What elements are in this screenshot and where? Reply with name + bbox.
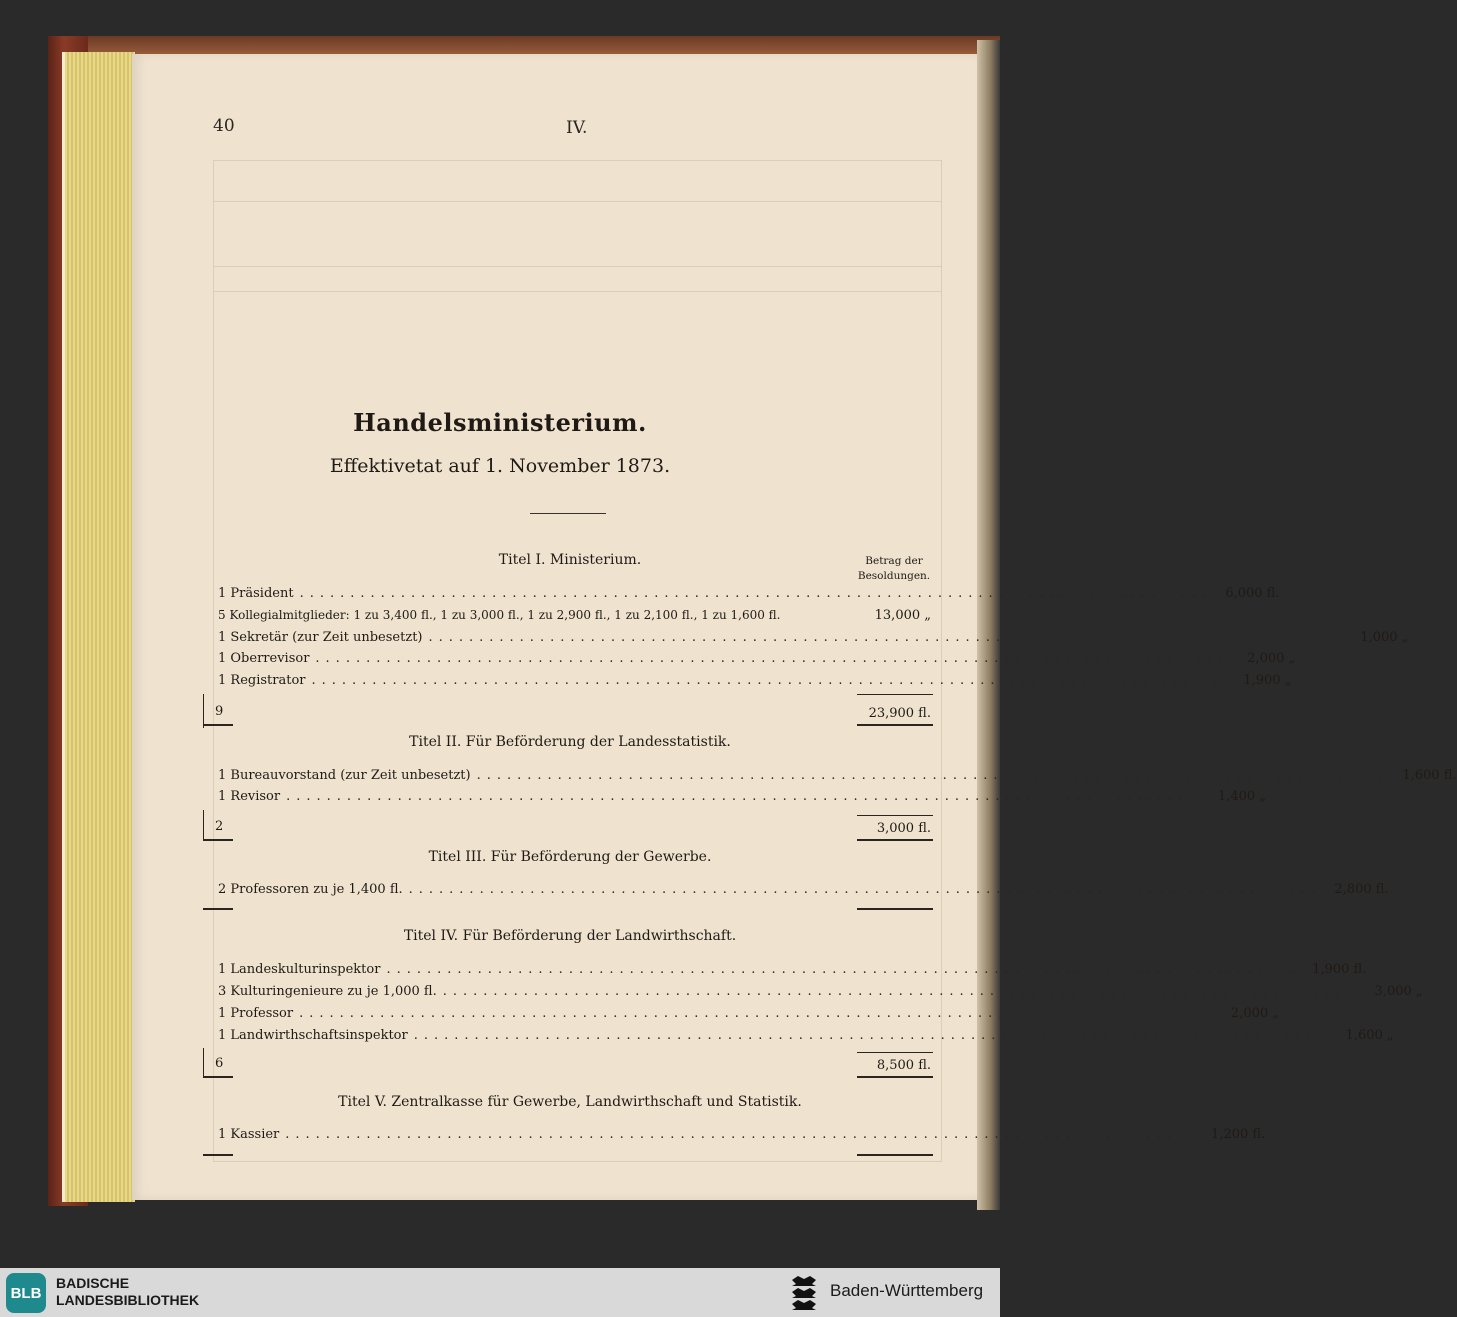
section-total: 2 3,000 fl. bbox=[203, 815, 933, 841]
title-divider bbox=[530, 513, 606, 514]
table-row: 2 Professoren zu je 1,400 fl. .......................................................................................... 2,800 fl. bbox=[218, 882, 1389, 897]
table-row: 1 Kassier .......................................................................................... 1,200 fl. bbox=[218, 1127, 1266, 1142]
table-row: 1 Landwirthschaftsinspektor .......................................................................................... 1,600 „ bbox=[218, 1028, 1394, 1043]
section-total: 9 23,900 fl. bbox=[203, 700, 933, 726]
table-row: 5 Kollegialmitglieder: 1 zu 3,400 fl., 1 zu 3,000 fl., 1 zu 2,900 fl., 1 zu 2,100 fl., 1 zu 1,600 fl. 13,000 „ bbox=[218, 608, 931, 623]
table-row: 3 Kulturingenieure zu je 1,000 fl. .......................................................................................... 3,000 „ bbox=[218, 984, 1423, 999]
table-row: 1 Oberrevisor .......................................................................................... 2,000 „ bbox=[218, 651, 1296, 666]
page-number: 40 bbox=[213, 116, 235, 136]
library-name[interactable]: BADISCHE LANDESBIBLIOTHEK bbox=[56, 1275, 200, 1308]
table-row: 1 Registrator .......................................................................................... 1,900 „ bbox=[218, 673, 1292, 688]
section-heading: Titel III. Für Beförderung der Gewerbe. bbox=[428, 849, 712, 865]
section-heading: Titel I. Ministerium. bbox=[498, 552, 642, 568]
section-heading: Titel II. Für Beförderung der Landesstatistik. bbox=[409, 734, 731, 750]
page-subtitle: Effektivetat auf 1. November 1873. bbox=[329, 455, 671, 477]
baden-wuerttemberg-lions-icon[interactable] bbox=[790, 1274, 818, 1312]
section-total: 6 8,500 fl. bbox=[203, 1052, 933, 1078]
page-edges bbox=[62, 52, 135, 1202]
amount-column-header: Betrag der Besoldungen. bbox=[857, 555, 931, 582]
table-row: 1 Präsident .......................................................................................... 6,000 fl. bbox=[218, 586, 1280, 601]
section-heading: Titel IV. Für Beförderung der Landwirthschaft. bbox=[403, 928, 737, 944]
section-rule bbox=[203, 882, 1389, 910]
table-row: 1 Revisor .......................................................................................... 1,400 „ bbox=[218, 789, 1267, 804]
state-name[interactable]: Baden-Württemberg bbox=[830, 1281, 984, 1300]
table-row: 1 Bureauvorstand (zur Zeit unbesetzt) .......................................................................................... 1,600 fl. bbox=[218, 768, 1457, 783]
section-heading: Titel V. Zentralkasse für Gewerbe, Landwirthschaft und Statistik. bbox=[338, 1094, 802, 1110]
table-row: 1 Landeskulturinspektor .......................................................................................... 1,900 fl. bbox=[218, 962, 1367, 977]
footer-bar bbox=[0, 1268, 1000, 1317]
section-rule bbox=[203, 1130, 933, 1156]
table-row: 1 Sekretär (zur Zeit unbesetzt) .......................................................................................... 1,000 „ bbox=[218, 630, 1409, 645]
page-title: Handelsministerium. bbox=[353, 408, 647, 437]
chapter-number: IV. bbox=[566, 118, 588, 138]
blb-logo[interactable]: BLB bbox=[6, 1273, 46, 1313]
table-row: 1 Professor .......................................................................................... 2,000 „ bbox=[218, 1006, 1280, 1021]
